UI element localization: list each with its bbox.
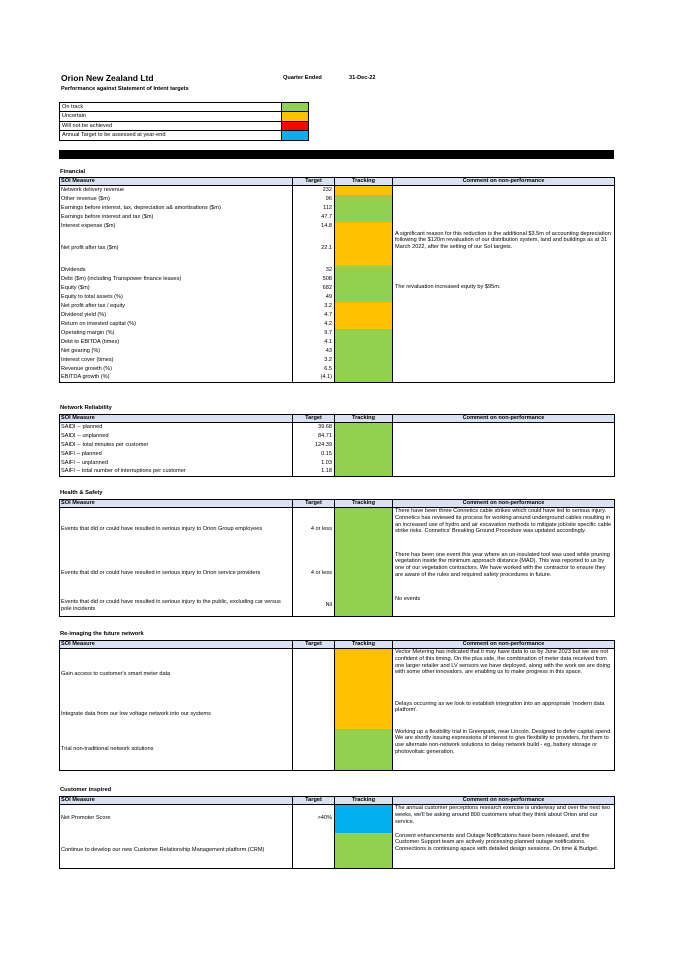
tracking-status-cell: [335, 320, 393, 329]
comment-cell: The revaluation increased equity by $95m.: [393, 284, 615, 293]
comment-cell: [393, 450, 615, 459]
tracking-status-cell: [335, 311, 393, 320]
target-cell: [293, 649, 335, 701]
quarter-date: 31-Dec-22: [349, 75, 376, 81]
tracking-status-cell: [335, 338, 393, 347]
comment-cell: [393, 347, 615, 356]
table-row: [60, 596, 615, 617]
tracking-status-cell: [335, 213, 393, 222]
comment-cell: [393, 423, 615, 432]
measure-cell: Network delivery revenue: [60, 186, 293, 195]
measure-cell: Gain access to customer's smart meter data: [60, 649, 293, 701]
legend-swatch-blue: [282, 131, 308, 139]
comment-cell: [393, 302, 615, 311]
measure-cell: Events that did or could have resulted in serious injury to Orion Group employees: [60, 508, 293, 552]
measure-cell: Earnings before interest, tax, depreciation a& amortisations ($m): [60, 204, 293, 213]
tracking-status-cell: [335, 833, 393, 869]
tracking-status-cell: [335, 275, 393, 284]
comment-cell: [393, 441, 615, 450]
legend-label: Uncertain: [60, 112, 282, 120]
col-target: Target: [293, 797, 335, 805]
col-tracking: Tracking: [335, 500, 393, 508]
table-row: [60, 552, 615, 596]
tracking-status-cell: [335, 468, 393, 477]
col-target: Target: [293, 641, 335, 649]
tracking-status-cell: [335, 356, 393, 365]
target-cell: 3.2: [293, 356, 335, 365]
measure-cell: SAIDI -- total minutes per customer: [60, 441, 293, 450]
tracking-status-cell: [335, 293, 393, 302]
tracking-status-cell: [335, 365, 393, 374]
tracking-status-cell: [335, 701, 393, 729]
tracking-status-cell: [335, 459, 393, 468]
table-row: [60, 468, 615, 477]
legend-label: Will not be achieved: [60, 122, 282, 130]
measure-cell: Events that did or could have resulted in serious injury to the public, excluding car versus pole incidents: [60, 596, 293, 617]
tracking-status-cell: [335, 441, 393, 450]
tracking-status-cell: [335, 222, 393, 231]
section-title-financial: Financial: [60, 169, 86, 175]
comment-cell: [393, 365, 615, 374]
table-row: [60, 266, 615, 275]
comment-cell: [393, 459, 615, 468]
tracking-status-cell: [335, 302, 393, 311]
comment-cell: [393, 320, 615, 329]
target-cell: 84.71: [293, 432, 335, 441]
legend-swatch-green: [282, 103, 308, 111]
col-tracking: Tracking: [335, 178, 393, 186]
measure-cell: Dividend yield (%): [60, 311, 293, 320]
table-row: [60, 423, 615, 432]
target-cell: 1.18: [293, 468, 335, 477]
col-target: Target: [293, 415, 335, 423]
tracking-status-cell: [335, 231, 393, 266]
table-row: [60, 729, 615, 771]
measure-cell: Integrate data from our low voltage network into our systems: [60, 701, 293, 729]
separator-bar: [59, 150, 614, 159]
tracking-status-cell: [335, 649, 393, 701]
target-cell: [293, 729, 335, 771]
col-tracking: Tracking: [335, 641, 393, 649]
comment-cell: [393, 311, 615, 320]
comment-cell: Delays occurring as we look to establish integration into an appropriate 'modern data platform'.: [393, 701, 615, 729]
target-cell: 14.8: [293, 222, 335, 231]
measure-cell: Net profit after tax ($m): [60, 231, 293, 266]
col-measure: SOI Measure: [60, 415, 293, 423]
comment-cell: There has been one event this year where an un-insulated tool was used while pruning vegetation inside the minimum approach distance (MAD). This was reported to us by one of our vegetation contractors. We have worked with the contractor to ensure they are aware of the rules and required safety procedures in future.: [393, 552, 615, 596]
future-table: [59, 640, 615, 771]
comment-cell: A significant reason for this reduction is the additional $3.5m of accounting depreciation following the $120m revaluation of our distribution system, land and buildings as at 31 March 2022, after the setting of our SoI targets.: [393, 231, 615, 266]
target-cell: (4.1): [293, 374, 335, 383]
col-measure: SOI Measure: [60, 797, 293, 805]
tracking-status-cell: [335, 266, 393, 275]
target-cell: [293, 833, 335, 869]
target-cell: 232: [293, 186, 335, 195]
target-cell: 43: [293, 347, 335, 356]
measure-cell: Return on invested capital (%): [60, 320, 293, 329]
comment-cell: [393, 222, 615, 231]
comment-cell: Consent enhancements and Outage Notifications have been released, and the Customer Support team are actively processing planned outage notifications. Connections is continuing apace with detailed design sessions. On time & Budget.: [393, 833, 615, 869]
tracking-status-cell: [335, 596, 393, 617]
measure-cell: Trial non-traditional network solutions: [60, 729, 293, 771]
target-cell: 1.03: [293, 459, 335, 468]
comment-cell: [393, 195, 615, 204]
measure-cell: EBITDA growth (%): [60, 374, 293, 383]
measure-cell: Equity to total assets (%): [60, 293, 293, 302]
tracking-status-cell: [335, 186, 393, 195]
measure-cell: Continue to develop our new Customer Relationship Management platform (CRM): [60, 833, 293, 869]
target-cell: 112: [293, 204, 335, 213]
legend-swatch-orange: [282, 112, 308, 120]
target-cell: 39.68: [293, 423, 335, 432]
financial-table: [59, 177, 615, 383]
tracking-status-cell: [335, 195, 393, 204]
table-row: [60, 320, 615, 329]
table-row: [60, 329, 615, 338]
comment-cell: [393, 374, 615, 383]
target-cell: 6.5: [293, 365, 335, 374]
tracking-status-cell: [335, 284, 393, 293]
table-row: [60, 432, 615, 441]
target-cell: 508: [293, 275, 335, 284]
comment-cell: [393, 293, 615, 302]
legend-swatch-red: [282, 122, 308, 130]
section-title-reliability: Network Reliability: [60, 405, 112, 411]
comment-cell: [393, 266, 615, 275]
col-tracking: Tracking: [335, 797, 393, 805]
tracking-status-cell: [335, 805, 393, 833]
measure-cell: Revenue growth (%): [60, 365, 293, 374]
table-row: [60, 311, 615, 320]
measure-cell: SAIDI -- unplanned: [60, 432, 293, 441]
legend-row: [60, 112, 308, 121]
comment-cell: [393, 432, 615, 441]
tracking-status-cell: [335, 423, 393, 432]
col-measure: SOI Measure: [60, 641, 293, 649]
section-title-future: Re-imaging the future network: [60, 631, 144, 637]
legend-row: [60, 122, 308, 131]
table-row: [60, 356, 615, 365]
table-row: [60, 374, 615, 383]
measure-cell: Interest cover (times): [60, 356, 293, 365]
table-row: [60, 338, 615, 347]
measure-cell: SAIFI -- planned: [60, 450, 293, 459]
target-cell: 22.1: [293, 231, 335, 266]
target-cell: 4 or less: [293, 508, 335, 552]
tracking-status-cell: [335, 204, 393, 213]
customer-table: [59, 796, 615, 869]
measure-cell: Net Promoter Score: [60, 805, 293, 833]
target-cell: 9.7: [293, 329, 335, 338]
tracking-status-cell: [335, 508, 393, 552]
target-cell: 4.2: [293, 320, 335, 329]
target-cell: 49: [293, 293, 335, 302]
quarter-label: Quarter Ended: [283, 75, 322, 81]
table-row: [60, 441, 615, 450]
table-row: [60, 284, 615, 293]
tracking-status-cell: [335, 432, 393, 441]
target-cell: 32: [293, 266, 335, 275]
status-legend: [59, 102, 309, 141]
comment-cell: [393, 186, 615, 195]
comment-cell: There have been three Connetics cable strikes which could have led to serious injury. Connetics has reviewed its process for working around underground cables resulting in an increased use of hydro and air excavation methods to mitigate job/site specific cable strike risks. Connetics' Breaking Ground Procedure was updated accordingly.: [393, 508, 615, 552]
col-comment: Comment on non-performance: [393, 500, 615, 508]
section-title-customer: Customer inspired: [60, 787, 112, 793]
table-row: [60, 701, 615, 729]
legend-label: Annual Target to be assessed at year-end: [60, 131, 282, 139]
table-row: [60, 833, 615, 869]
col-comment: Comment on non-performance: [393, 415, 615, 423]
target-cell: 682: [293, 284, 335, 293]
measure-cell: Equity ($m): [60, 284, 293, 293]
table-row: [60, 231, 615, 266]
measure-cell: SAIFI -- total number of interruptions per customer: [60, 468, 293, 477]
measure-cell: Dividends: [60, 266, 293, 275]
table-row: [60, 365, 615, 374]
company-name: Orion New Zealand Ltd: [61, 73, 154, 83]
measure-cell: Debt to EBITDA (times): [60, 338, 293, 347]
col-comment: Comment on non-performance: [393, 178, 615, 186]
table-row: [60, 805, 615, 833]
table-row: [60, 275, 615, 284]
col-tracking: Tracking: [335, 415, 393, 423]
comment-cell: No events: [393, 596, 615, 617]
section-title-health: Health & Safety: [60, 490, 103, 496]
comment-cell: [393, 329, 615, 338]
measure-cell: SAIFI -- unplanned: [60, 459, 293, 468]
comment-cell: [393, 356, 615, 365]
measure-cell: Other revenue ($m): [60, 195, 293, 204]
measure-cell: Debt ($m) (including Transpower finance leases): [60, 275, 293, 284]
col-measure: SOI Measure: [60, 500, 293, 508]
comment-cell: [393, 204, 615, 213]
target-cell: 47.7: [293, 213, 335, 222]
table-row: [60, 508, 615, 552]
comment-cell: Working up a flexibility trial in Greenpark, near Lincoln. Designed to defer capital spend. We are shortly issuing expressions of interest to give flexibility to providers, for them to use alternate non-network solutions to delay network build - eg, battery storage or photovoltaic generation.: [393, 729, 615, 771]
col-comment: Comment on non-performance: [393, 641, 615, 649]
table-row: [60, 459, 615, 468]
target-cell: 0.15: [293, 450, 335, 459]
measure-cell: Earnings before interest and tax ($m): [60, 213, 293, 222]
table-row: [60, 195, 615, 204]
tracking-status-cell: [335, 450, 393, 459]
target-cell: 4 or less: [293, 552, 335, 596]
legend-label: On track: [60, 103, 282, 111]
col-measure: SOI Measure: [60, 178, 293, 186]
reliability-table: [59, 414, 615, 477]
table-row: [60, 293, 615, 302]
measure-cell: Net gearing (%): [60, 347, 293, 356]
legend-row: [60, 103, 308, 112]
tracking-status-cell: [335, 552, 393, 596]
comment-cell: [393, 275, 615, 284]
table-row: [60, 347, 615, 356]
target-cell: 4.7: [293, 311, 335, 320]
measure-cell: Events that did or could have resulted in serious injury to Orion service providers: [60, 552, 293, 596]
table-row: [60, 302, 615, 311]
table-row: [60, 204, 615, 213]
table-row: [60, 649, 615, 701]
col-comment: Comment on non-performance: [393, 797, 615, 805]
tracking-status-cell: [335, 729, 393, 771]
tracking-status-cell: [335, 374, 393, 383]
target-cell: 4.1: [293, 338, 335, 347]
tracking-status-cell: [335, 329, 393, 338]
comment-cell: Vector Metering has indicated that it may have data to us by June 2023 but we are not confident of this timing. On the plus side, the combination of meter data received from one larger retailer and LV sensors we have deployed, along with the work we are doing with some other innovators, are enabling us to make progress in this space.: [393, 649, 615, 701]
measure-cell: Interest expense ($m): [60, 222, 293, 231]
table-row: [60, 450, 615, 459]
target-cell: Nil: [293, 596, 335, 617]
target-cell: 96: [293, 195, 335, 204]
legend-row: [60, 131, 308, 139]
health-table: [59, 499, 615, 617]
table-row: [60, 213, 615, 222]
table-row: [60, 186, 615, 195]
target-cell: [293, 701, 335, 729]
target-cell: 124.39: [293, 441, 335, 450]
measure-cell: Operating margin (%): [60, 329, 293, 338]
measure-cell: Net profit after tax / equity: [60, 302, 293, 311]
table-row: [60, 222, 615, 231]
tracking-status-cell: [335, 347, 393, 356]
measure-cell: SAIDI -- planned: [60, 423, 293, 432]
report-subtitle: Performance against Statement of Intent targets: [61, 86, 189, 92]
col-target: Target: [293, 178, 335, 186]
comment-cell: [393, 338, 615, 347]
comment-cell: [393, 468, 615, 477]
target-cell: 3.2: [293, 302, 335, 311]
col-target: Target: [293, 500, 335, 508]
comment-cell: [393, 213, 615, 222]
comment-cell: The annual customer perceptions research exercise is underway and over the next two weeks, we'll be asking around 800 customers what they think about Orion and our service.: [393, 805, 615, 833]
target-cell: >40%: [293, 805, 335, 833]
